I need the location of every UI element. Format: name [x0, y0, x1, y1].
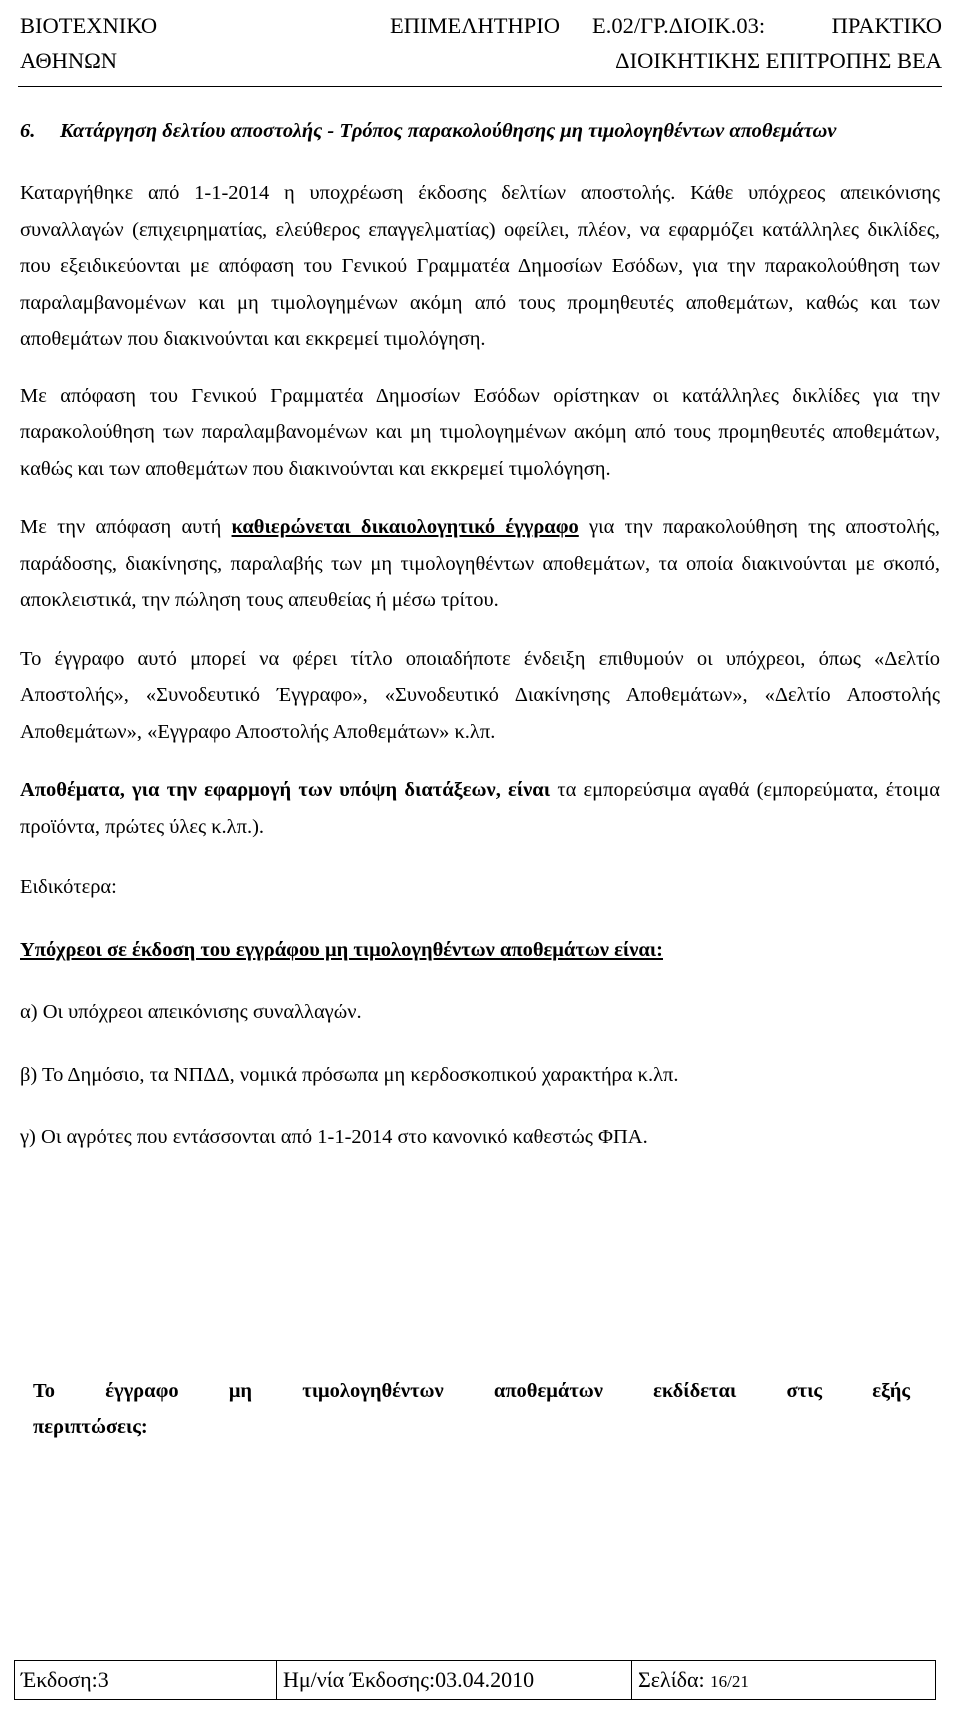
heading-word: στις	[786, 1380, 823, 1402]
page-footer	[14, 1660, 936, 1700]
paragraph-inventory-definition	[20, 772, 940, 845]
obligated-heading: Υπόχρεοι σε έκδοση του εγγράφου μη τιμολογηθέντων αποθεμάτων είναι:	[20, 938, 663, 961]
list-item: γ) Οι αγρότες που εντάσσονται από 1-1-2014 στο κανονικό καθεστώς ΦΠΑ.	[20, 1126, 648, 1148]
page-label: Σελίδα:	[638, 1667, 711, 1692]
footer-page-number	[631, 1661, 936, 1699]
header-org-word-1: ΒΙΟΤΕΧΝΙΚΟ	[20, 13, 158, 38]
document-body	[20, 114, 940, 1156]
section-title: Κατάργηση δελτίου αποστολής - Τρόπος παρακολούθησης μη τιμολογηθέντων αποθεμάτων	[60, 120, 837, 142]
header-doc-type: ΠΡΑΚΤΙΚΟ	[831, 13, 942, 38]
heading-word: τιμολογηθέντων	[302, 1380, 444, 1402]
section-number: 6.	[20, 120, 36, 142]
emphasis-text: Αποθέματα, για την εφαρμογή των υπόψη διατάξεων, είναι	[20, 779, 551, 801]
heading-word: έγγραφο	[105, 1380, 179, 1402]
header-divider	[18, 86, 942, 87]
paragraph-text: Με την απόφαση αυτή	[20, 516, 232, 538]
header-doc-code: Ε.02/ΓΡ.ΔΙΟΙΚ.03:	[592, 13, 766, 38]
page-value: 16/21	[710, 1672, 749, 1691]
paragraph-specifically: Ειδικότερα:	[20, 876, 117, 898]
heading-word: εξής	[872, 1380, 910, 1402]
heading-word: Το	[33, 1380, 56, 1402]
list-item: β) Το Δημόσιο, τα ΝΠΔΔ, νομικά πρόσωπα μη κερδοσκοπικού χαρακτήρα κ.λπ.	[20, 1063, 679, 1086]
heading-word: μη	[228, 1380, 253, 1402]
page-header	[20, 8, 942, 78]
heading-word: αποθεμάτων	[493, 1380, 603, 1402]
list-item: α) Οι υπόχρεοι απεικόνισης συναλλαγών.	[20, 1001, 362, 1023]
paragraph-text: τα εμπορεύσιμα αγαθά (εμπορεύματα, έτοιμα προϊόντα, πρώτες ύλες κ.λπ.).	[20, 779, 940, 838]
header-org-city: ΑΘΗΝΩΝ	[20, 48, 118, 73]
footer-edition: Έκδοση:3	[14, 1661, 276, 1699]
header-org-word-2: ΕΠΙΜΕΛΗΤΗΡΙΟ	[389, 13, 560, 38]
paragraph-decision: Με απόφαση του Γενικού Γραμματέα Δημοσίων Εσόδων ορίστηκαν οι κατάλληλες δικλίδες για την παρακολούθηση των παραλαμβανομένων και μη τιμολογημένων ακόμη από τους προμηθευτές αποθεμάτων, καθώς και των αποθεμάτων που διακινούνται και εκκρεμεί τιμολόγηση.	[20, 384, 940, 480]
cases-heading	[33, 1373, 910, 1445]
paragraph-abolition: Καταργήθηκε από 1-1-2014 η υποχρέωση έκδοσης δελτίων αποστολής. Κάθε υπόχρεος απεικόνισης συναλλαγών (επιχειρηματίας, ελεύθερος επαγγελματίας) οφείλει, πλέον, να εφαρμόζει κατάλληλες δικλίδες, που εξειδικεύονται με απόφαση του Γενικού Γραμματέα Δημοσίων Εσόδων, για την παρακολούθηση των παραλαμβανομένων και μη τιμολογημένων ακόμη από τους προμηθευτές αποθεμάτων, καθώς και των αποθεμάτων που διακινούνται και εκκρεμεί τιμολόγηση.	[20, 182, 940, 350]
heading-line-2: περιπτώσεις:	[33, 1416, 148, 1438]
heading-word: εκδίδεται	[653, 1380, 737, 1402]
header-committee: ΔΙΟΙΚΗΤΙΚΗΣ ΕΠΙΤΡΟΠΗΣ ΒΕΑ	[615, 48, 942, 73]
paragraph-supporting-document	[20, 509, 940, 619]
paragraph-document-titles: Το έγγραφο αυτό μπορεί να φέρει τίτλο οποιαδήποτε ένδειξη επιθυμούν οι υπόχρεοι, όπως «Δελτίο Αποστολής», «Συνοδευτικό Έγγραφο», «Συνοδευτικό Διακίνησης Αποθεμάτων», «Δελτίο Αποστολής Αποθεμάτων», «Εγγραφο Αποστολής Αποθεμάτων» κ.λπ.	[20, 647, 940, 743]
paragraph-text: για την παρακολούθηση της αποστολής, παράδοσης, διακίνησης, παραλαβής των μη τιμολογηθέντων αποθεμάτων, τα οποία διακινούνται με σκοπό, αποκλειστικά, την πώληση τους απευθείας ή μέσω τρίτου.	[20, 516, 940, 611]
footer-issue-date: Ημ/νία Έκδοσης:03.04.2010	[276, 1661, 631, 1699]
section-heading	[20, 114, 940, 149]
emphasis-text: καθιερώνεται δικαιολογητικό έγγραφο	[231, 516, 579, 538]
